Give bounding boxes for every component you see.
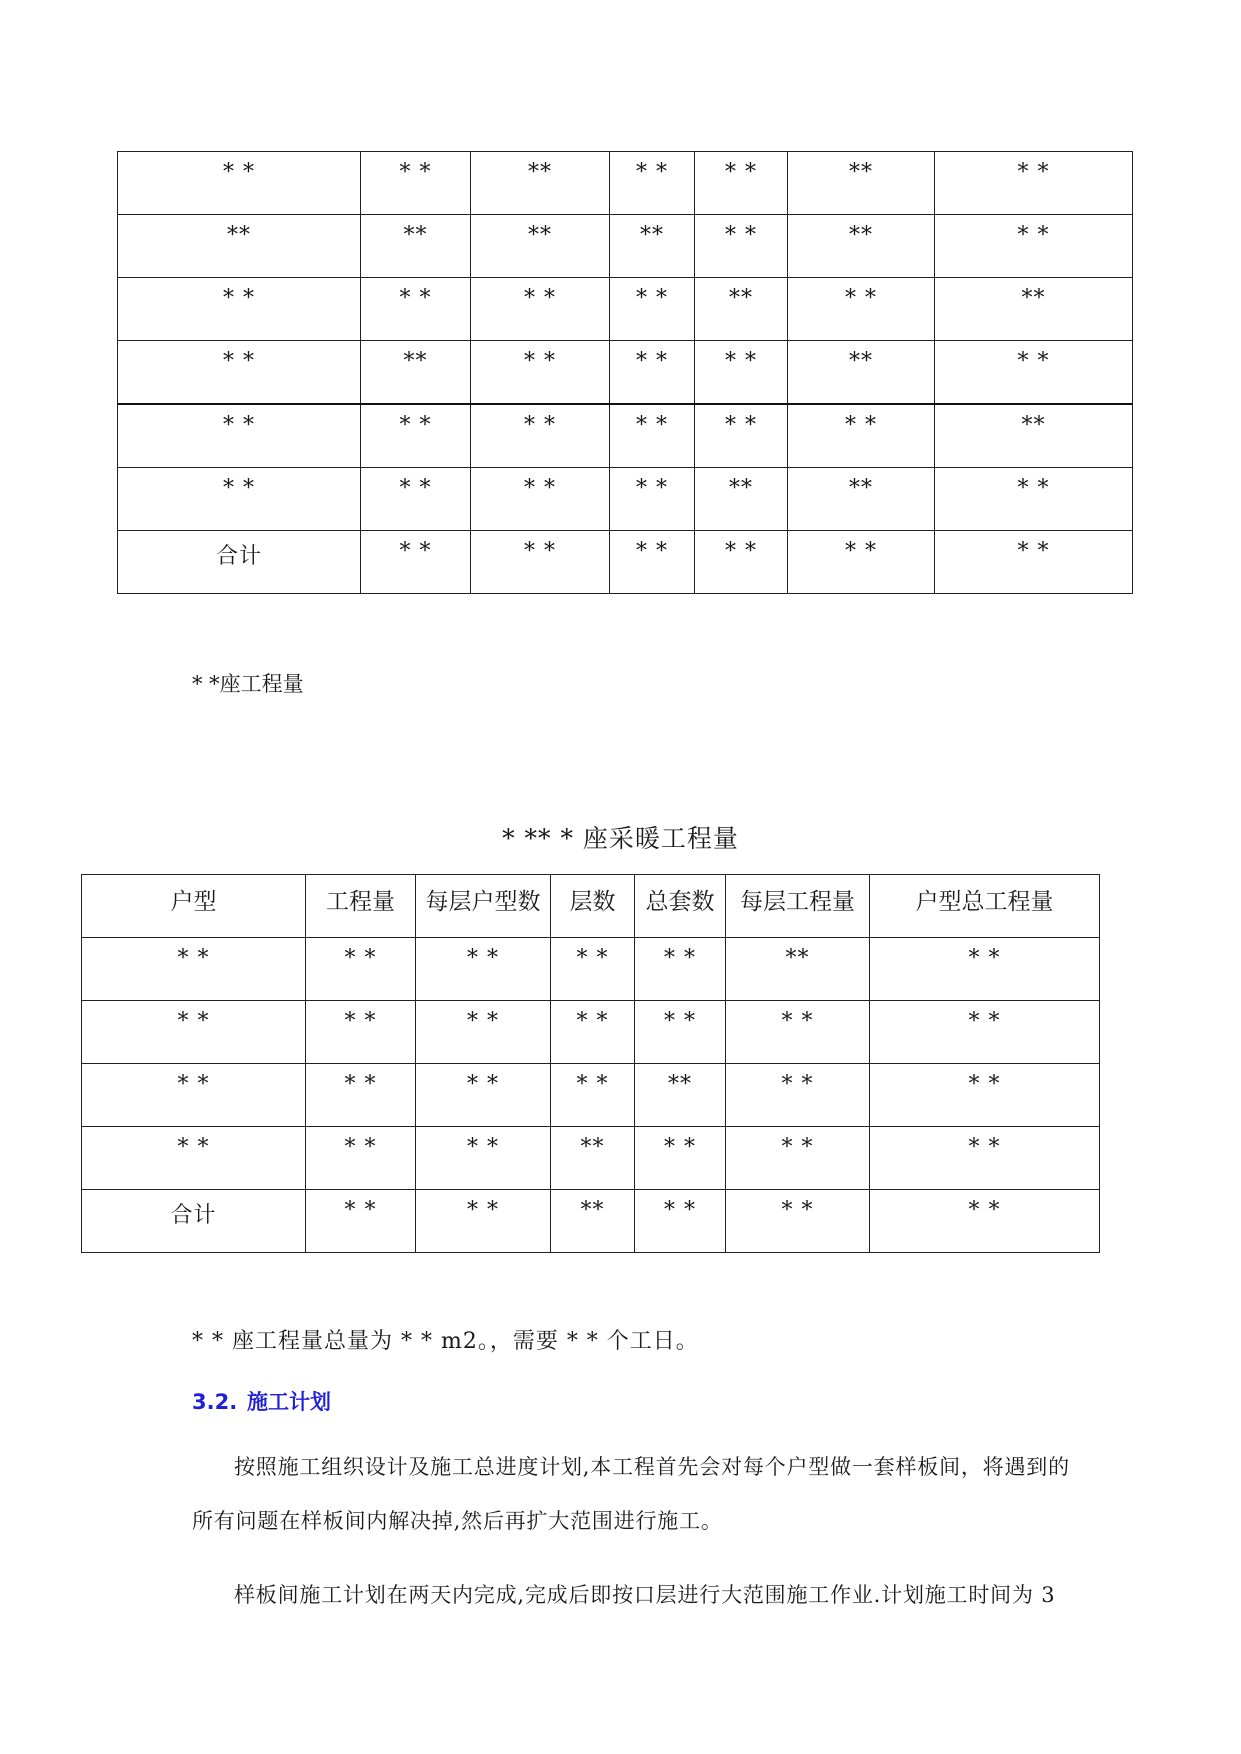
- table-cell: * *: [471, 278, 610, 341]
- table-cell: * *: [471, 404, 610, 468]
- table-row: [118, 468, 1133, 531]
- table-cell: **: [118, 215, 361, 278]
- table-row: [82, 1001, 1100, 1064]
- table-cell: * *: [935, 215, 1133, 278]
- table-cell: * *: [870, 938, 1100, 1001]
- table-row: [118, 215, 1133, 278]
- table-cell: **: [361, 341, 471, 405]
- table-row: [118, 531, 1133, 594]
- table-cell: **: [935, 404, 1133, 468]
- table-row: [118, 341, 1133, 405]
- table-cell: * *: [870, 1190, 1100, 1253]
- table-cell: * *: [870, 1001, 1100, 1064]
- table-cell: * *: [416, 1127, 551, 1190]
- table-cell: **: [695, 278, 788, 341]
- table-cell: * *: [935, 152, 1133, 215]
- table-cell: * *: [416, 1001, 551, 1064]
- table-cell: * *: [361, 404, 471, 468]
- table-row: [82, 1127, 1100, 1190]
- table-cell: * *: [118, 341, 361, 405]
- quantity-table: [117, 151, 1133, 594]
- table-cell: **: [471, 152, 610, 215]
- table-cell: * *: [306, 938, 416, 1001]
- table-cell: * *: [471, 341, 610, 405]
- table-cell: * *: [82, 1064, 306, 1127]
- table-cell: * *: [695, 341, 788, 405]
- table-cell: * *: [610, 152, 695, 215]
- table-cell: 合计: [82, 1190, 306, 1253]
- table-cell: * *: [306, 1190, 416, 1253]
- table-cell: * *: [416, 938, 551, 1001]
- table-cell: * *: [935, 468, 1133, 531]
- table-cell: * *: [635, 1001, 726, 1064]
- table-cell: * *: [82, 1001, 306, 1064]
- table-cell: * *: [118, 404, 361, 468]
- table-cell: * *: [361, 278, 471, 341]
- paragraph: 按照施工组织设计及施工总进度计划,本工程首先会对每个户型做一套样板间，将遇到的所有问题在样板间内解决掉,然后再扩大范围进行施工。: [192, 1455, 1070, 1533]
- table-cell: * *: [610, 341, 695, 405]
- table-header-cell: 层数: [551, 875, 635, 938]
- table-cell: * *: [635, 1127, 726, 1190]
- table-cell: * *: [726, 1190, 870, 1253]
- table-cell: * *: [361, 152, 471, 215]
- table-header-cell: 每层工程量: [726, 875, 870, 938]
- table-header-cell: 工程量: [306, 875, 416, 938]
- table-cell: * *: [695, 215, 788, 278]
- table-cell: **: [551, 1127, 635, 1190]
- table-cell: * *: [788, 278, 935, 341]
- table-cell: * *: [306, 1064, 416, 1127]
- table-cell: **: [788, 341, 935, 405]
- table-cell: * *: [695, 531, 788, 594]
- table-cell: * *: [610, 531, 695, 594]
- table-cell: **: [695, 468, 788, 531]
- heating-table-title: * ** * 座采暖工程量: [502, 824, 739, 853]
- table-cell: * *: [471, 531, 610, 594]
- table-row: [118, 404, 1133, 468]
- table-header-row: [82, 875, 1100, 938]
- section-heading: [192, 1386, 331, 1416]
- table-cell: * *: [82, 938, 306, 1001]
- table-cell: **: [788, 152, 935, 215]
- table-header-cell: 户型: [82, 875, 306, 938]
- table-cell: * *: [935, 341, 1133, 405]
- table-header-cell: 每层户型数: [416, 875, 551, 938]
- table-cell: **: [935, 278, 1133, 341]
- table-cell: * *: [726, 1001, 870, 1064]
- table-cell: * *: [551, 938, 635, 1001]
- table-cell: 合计: [118, 531, 361, 594]
- table-cell: * *: [551, 1001, 635, 1064]
- table-cell: * *: [306, 1001, 416, 1064]
- section-number: 3.2.: [192, 1390, 238, 1414]
- section-title: 施工计划: [247, 1390, 331, 1414]
- table-header-cell: 户型总工程量: [870, 875, 1100, 938]
- table-cell: * *: [610, 468, 695, 531]
- seat-quantity-label: * *座工程量: [192, 672, 304, 696]
- table-row: [82, 938, 1100, 1001]
- table-cell: * *: [726, 1127, 870, 1190]
- table-cell: * *: [635, 938, 726, 1001]
- table-row: [118, 278, 1133, 341]
- table-cell: **: [471, 215, 610, 278]
- table-cell: * *: [870, 1064, 1100, 1127]
- table-cell: * *: [118, 468, 361, 531]
- table-header-cell: 总套数: [635, 875, 726, 938]
- heating-quantity-table: [81, 874, 1100, 1253]
- table-cell: * *: [935, 531, 1133, 594]
- table-cell: * *: [82, 1127, 306, 1190]
- table-cell: **: [788, 215, 935, 278]
- table-cell: * *: [118, 278, 361, 341]
- table-cell: * *: [551, 1064, 635, 1127]
- table-cell: * *: [361, 531, 471, 594]
- table-row: [118, 152, 1133, 215]
- table-row: [82, 1190, 1100, 1253]
- table-cell: * *: [695, 152, 788, 215]
- table-cell: **: [551, 1190, 635, 1253]
- summary-line: * * 座工程量总量为 * * m2。，需要 * * 个工日。: [192, 1329, 699, 1354]
- table-cell: * *: [610, 278, 695, 341]
- table-cell: **: [361, 215, 471, 278]
- table-cell: * *: [471, 468, 610, 531]
- table-cell: * *: [416, 1190, 551, 1253]
- table-cell: **: [610, 215, 695, 278]
- table-cell: * *: [870, 1127, 1100, 1190]
- table-cell: * *: [726, 1064, 870, 1127]
- table-cell: * *: [306, 1127, 416, 1190]
- table-cell: * *: [118, 152, 361, 215]
- table-cell: * *: [610, 404, 695, 468]
- table-cell: * *: [695, 404, 788, 468]
- table-cell: **: [635, 1064, 726, 1127]
- table-cell: * *: [788, 404, 935, 468]
- table-row: [82, 1064, 1100, 1127]
- table-cell: * *: [361, 468, 471, 531]
- table-cell: **: [788, 468, 935, 531]
- table-cell: **: [726, 938, 870, 1001]
- table-cell: * *: [635, 1190, 726, 1253]
- paragraph: 样板间施工计划在两天内完成,完成后即按口层进行大范围施工作业.计划施工时间为 3: [234, 1583, 1056, 1607]
- table-cell: * *: [788, 531, 935, 594]
- table-cell: * *: [416, 1064, 551, 1127]
